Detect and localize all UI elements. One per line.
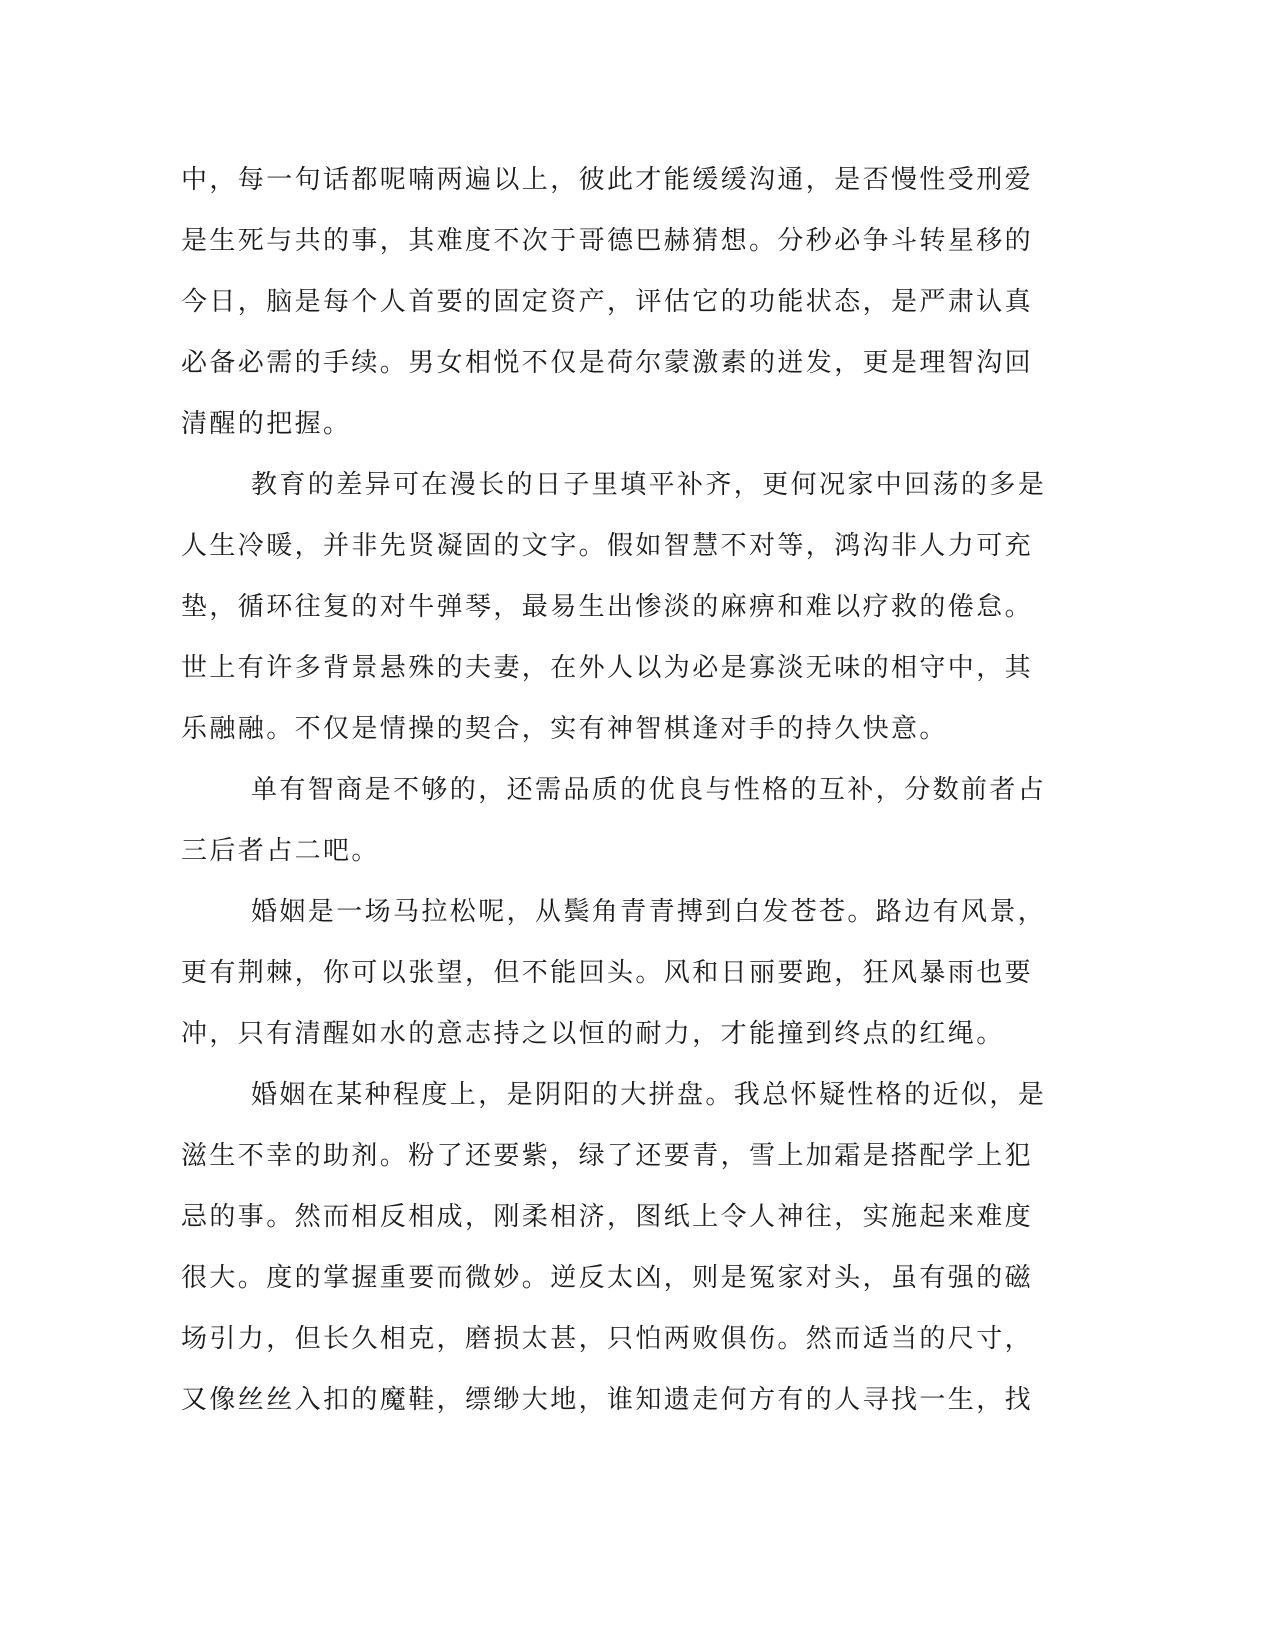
text-line: 忌的事。然而相反相成，刚柔相济，图纸上令人神往，实施起来难度 xyxy=(181,1202,1034,1232)
text-line: 人生冷暖，并非先贤凝固的文字。假如智慧不对等，鸿沟非人力可充 xyxy=(181,531,1034,561)
paragraph-first-line: 教育的差异可在漫长的日子里填平补齐，更何况家中回荡的多是 xyxy=(251,470,1047,500)
text-line: 滋生不幸的助剂。粉了还要紫，绿了还要青，雪上加霜是搭配学上犯 xyxy=(181,1141,1034,1171)
text-line: 是生死与共的事，其难度不次于哥德巴赫猜想。分秒必争斗转星移的 xyxy=(181,226,1034,256)
text-line: 很大。度的掌握重要而微妙。逆反太凶，则是冤家对头，虽有强的磁 xyxy=(181,1263,1034,1293)
text-line: 乐融融。不仅是情操的契合，实有神智棋逢对手的持久快意。 xyxy=(181,714,948,744)
text-line: 三后者占二吧。 xyxy=(181,836,380,866)
paragraph-first-line: 单有智商是不够的，还需品质的优良与性格的互补，分数前者占 xyxy=(251,775,1047,805)
text-line: 场引力，但长久相克，磨损太甚，只怕两败俱伤。然而适当的尺寸， xyxy=(181,1324,1034,1354)
text-line: 垫，循环往复的对牛弹琴，最易生出惨淡的麻痹和难以疗救的倦怠。 xyxy=(181,592,1034,622)
text-line: 清醒的把握。 xyxy=(181,409,352,439)
text-line: 又像丝丝入扣的魔鞋，缥缈大地，谁知遗走何方有的人寻找一生，找 xyxy=(181,1385,1034,1415)
body-text xyxy=(181,150,1061,1431)
text-line: 必备必需的手续。男女相悦不仅是荷尔蒙激素的迸发，更是理智沟回 xyxy=(181,348,1034,378)
text-line: 世上有许多背景悬殊的夫妻，在外人以为必是寡淡无味的相守中，其 xyxy=(181,653,1034,683)
text-line: 中，每一句话都呢喃两遍以上，彼此才能缓缓沟通，是否慢性受刑爱 xyxy=(181,165,1034,195)
text-line: 今日，脑是每个人首要的固定资产，评估它的功能状态，是严肃认真 xyxy=(181,287,1034,317)
text-line: 更有荆棘，你可以张望，但不能回头。风和日丽要跑，狂风暴雨也要 xyxy=(181,958,1034,988)
paragraph-first-line: 婚姻在某种程度上，是阴阳的大拼盘。我总怀疑性格的近似，是 xyxy=(251,1080,1047,1110)
text-line: 冲，只有清醒如水的意志持之以恒的耐力，才能撞到终点的红绳。 xyxy=(181,1019,1005,1049)
paragraph-first-line: 婚姻是一场马拉松呢，从鬓角青青搏到白发苍苍。路边有风景， xyxy=(251,897,1047,927)
